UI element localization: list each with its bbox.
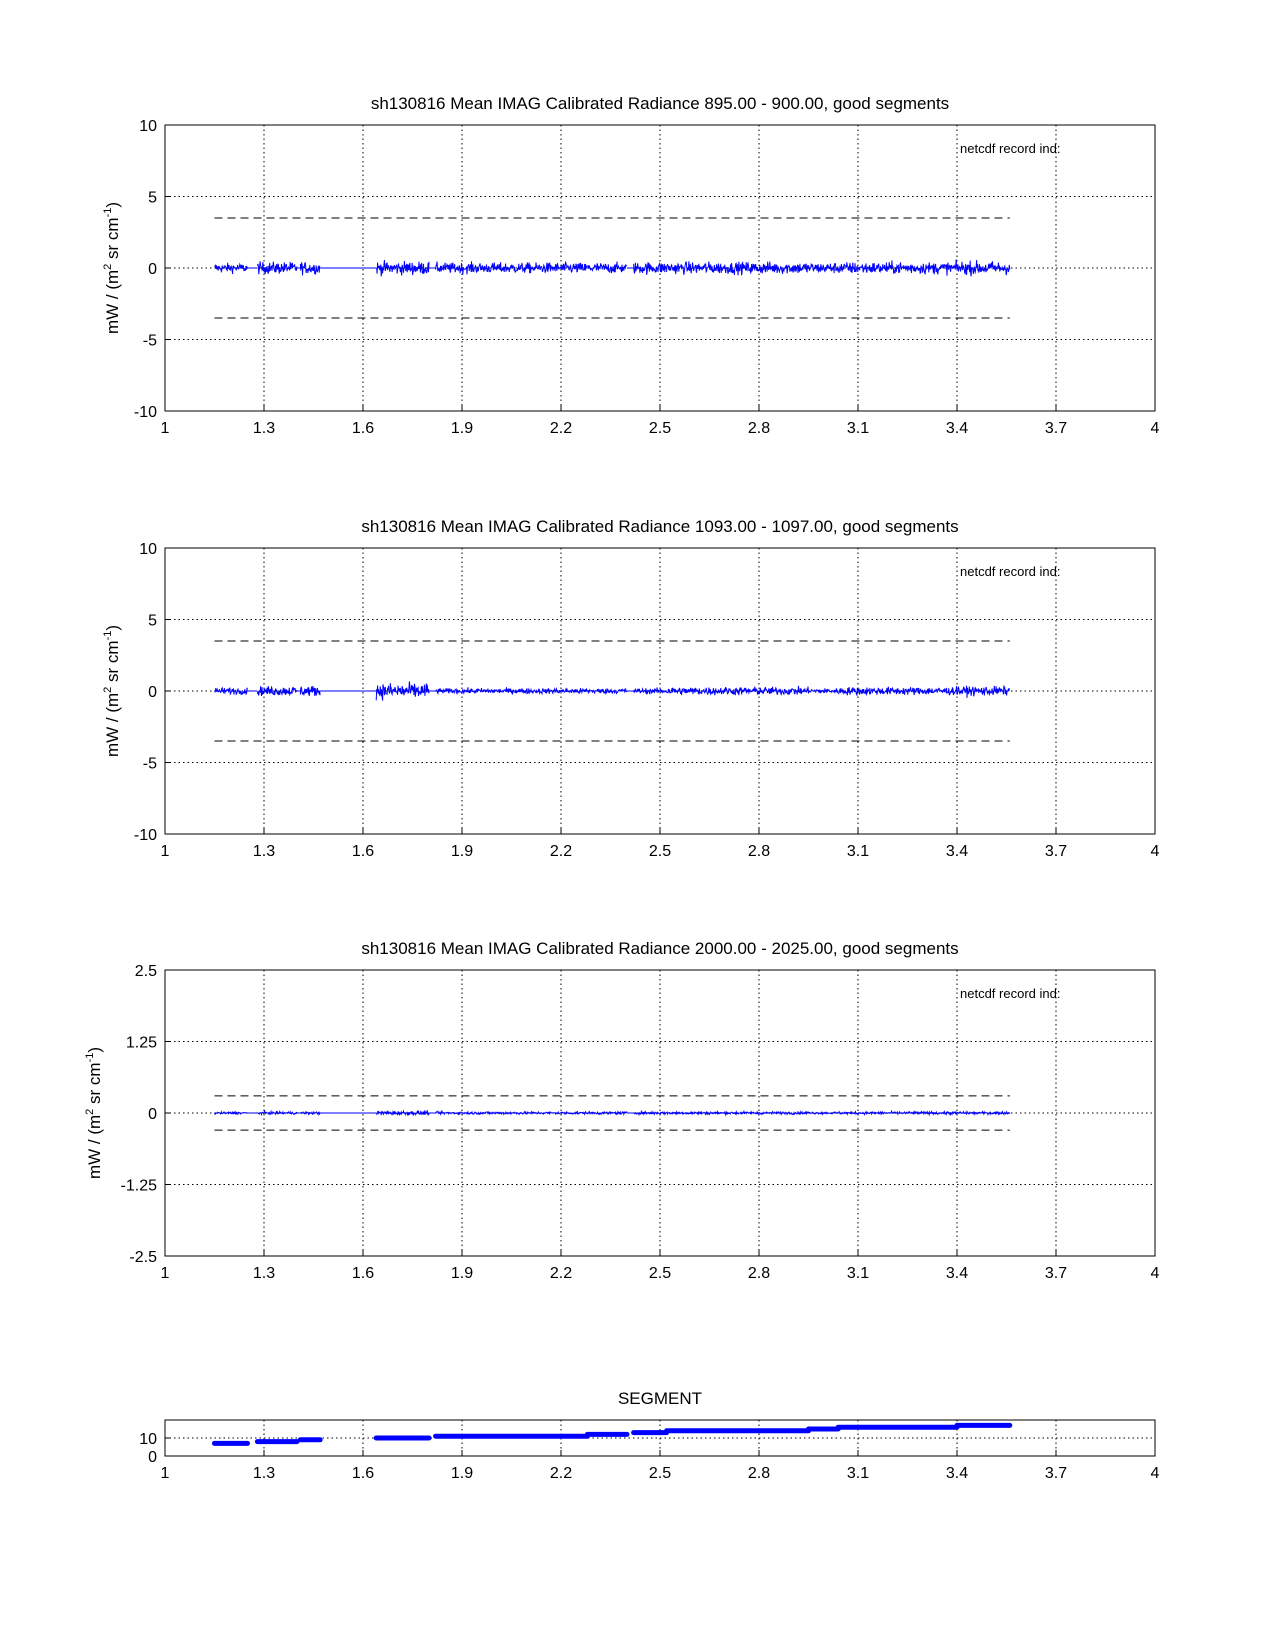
x-tick-label: 1 xyxy=(160,1265,170,1282)
x-tick-label: 4 xyxy=(1150,1465,1160,1482)
x-tick-label: 1 xyxy=(160,1465,170,1482)
x-tick-label: 3.1 xyxy=(846,843,870,860)
x-tick-label: 2.5 xyxy=(648,1465,672,1482)
chart-4 xyxy=(139,1389,1159,1482)
chart-title: SEGMENT xyxy=(617,1389,703,1408)
x-tick-label: 1.3 xyxy=(252,843,276,860)
radiance-trace xyxy=(300,263,320,276)
radiance-trace xyxy=(300,1112,320,1115)
radiance-trace xyxy=(587,1111,627,1114)
chart-title: sh130816 Mean IMAG Calibrated Radiance 1093.00 - 1097.00, good segments xyxy=(361,517,959,536)
x-tick-label: 1.9 xyxy=(450,420,474,437)
x-tick-label: 1.3 xyxy=(252,1265,276,1282)
y-tick-label: -5 xyxy=(142,332,157,350)
x-tick-label: 2.2 xyxy=(549,420,573,437)
y-tick-label: 0 xyxy=(148,261,157,278)
radiance-trace xyxy=(667,686,809,695)
y-tick-label: 0 xyxy=(148,1106,157,1123)
y-tick-label: -1.25 xyxy=(120,1177,157,1195)
radiance-trace xyxy=(634,688,667,695)
radiance-trace xyxy=(587,688,627,693)
radiance-trace xyxy=(957,260,1010,276)
x-tick-label: 1.3 xyxy=(252,420,276,437)
x-tick-label: 3.4 xyxy=(945,843,969,860)
y-tick-label: 0 xyxy=(148,1449,157,1466)
radiance-trace xyxy=(376,681,429,700)
y-axis-label: mW / ($m^2$ sr $cm^{-1}$) xyxy=(102,201,122,335)
radiance-trace xyxy=(838,260,957,276)
x-tick-label: 3.1 xyxy=(846,420,870,437)
y-tick-label: 2.5 xyxy=(134,963,157,980)
y-tick-label: 10 xyxy=(139,1431,157,1448)
x-tick-label: 4 xyxy=(1150,843,1160,860)
y-tick-label: 5 xyxy=(148,189,157,207)
x-tick-label: 2.2 xyxy=(549,1465,573,1482)
x-tick-label: 1.6 xyxy=(351,1265,375,1282)
x-tick-label: 1.9 xyxy=(450,1265,474,1282)
x-tick-label: 3.7 xyxy=(1044,843,1068,860)
x-tick-label: 3.1 xyxy=(846,1465,870,1482)
radiance-trace xyxy=(257,261,297,274)
radiance-trace xyxy=(809,1112,839,1114)
y-tick-label: 10 xyxy=(139,541,157,558)
x-tick-label: 2.2 xyxy=(549,1265,573,1282)
x-tick-label: 3.4 xyxy=(945,1465,969,1482)
y-tick-label: -10 xyxy=(133,827,157,844)
x-tick-label: 3.4 xyxy=(945,1265,969,1282)
x-tick-label: 1 xyxy=(160,420,170,437)
annotation-text: netcdf record ind: xyxy=(960,141,1061,156)
x-tick-label: 2.5 xyxy=(648,420,672,437)
y-tick-label: 10 xyxy=(139,118,157,135)
x-tick-label: 3.1 xyxy=(846,1265,870,1282)
x-tick-label: 2.8 xyxy=(747,420,771,437)
annotation-text: netcdf record ind: xyxy=(960,564,1061,579)
x-tick-label: 2.5 xyxy=(648,843,672,860)
radiance-trace xyxy=(634,262,667,275)
x-tick-label: 4 xyxy=(1150,1265,1160,1282)
radiance-trace xyxy=(957,685,1010,697)
radiance-trace xyxy=(436,1111,588,1114)
y-axis-label: mW / ($m^2$ sr $cm^{-1}$) xyxy=(84,1046,104,1180)
x-tick-label: 4 xyxy=(1150,420,1160,437)
radiance-trace xyxy=(809,688,839,693)
y-tick-label: 0 xyxy=(148,684,157,701)
y-tick-label: -2.5 xyxy=(129,1249,157,1266)
annotation-text: netcdf record ind: xyxy=(960,986,1061,1001)
y-axis-label: mW / ($m^2$ sr $cm^{-1}$) xyxy=(102,624,122,758)
x-tick-label: 2.5 xyxy=(648,1265,672,1282)
x-tick-label: 1.6 xyxy=(351,420,375,437)
x-tick-label: 1.6 xyxy=(351,843,375,860)
radiance-trace xyxy=(300,686,320,696)
radiance-trace xyxy=(587,262,627,274)
x-tick-label: 1.3 xyxy=(252,1465,276,1482)
x-tick-label: 3.4 xyxy=(945,420,969,437)
y-tick-label: -10 xyxy=(133,404,157,421)
chart-1 xyxy=(102,94,1160,437)
radiance-trace xyxy=(634,1112,667,1115)
radiance-trace xyxy=(667,261,809,275)
y-tick-label: -5 xyxy=(142,755,157,773)
x-tick-label: 2.8 xyxy=(747,843,771,860)
radiance-trace xyxy=(376,1110,429,1115)
chart-3 xyxy=(84,939,1160,1282)
x-tick-label: 2.2 xyxy=(549,843,573,860)
x-tick-label: 3.7 xyxy=(1044,420,1068,437)
y-tick-label: 5 xyxy=(148,612,157,630)
radiance-trace xyxy=(215,1112,248,1114)
x-tick-label: 2.8 xyxy=(747,1265,771,1282)
x-tick-label: 1.6 xyxy=(351,1465,375,1482)
radiance-trace xyxy=(376,260,429,276)
y-tick-label: 1.25 xyxy=(125,1034,157,1052)
radiance-trace xyxy=(957,1112,1010,1115)
radiance-trace xyxy=(215,263,248,274)
x-tick-label: 3.7 xyxy=(1044,1265,1068,1282)
x-tick-label: 1.9 xyxy=(450,843,474,860)
chart-title: sh130816 Mean IMAG Calibrated Radiance 2000.00 - 2025.00, good segments xyxy=(361,939,959,958)
x-tick-label: 2.8 xyxy=(747,1465,771,1482)
chart-2 xyxy=(102,517,1160,860)
x-tick-label: 1.9 xyxy=(450,1465,474,1482)
radiance-trace xyxy=(838,1111,957,1115)
x-tick-label: 1 xyxy=(160,843,170,860)
x-tick-label: 3.7 xyxy=(1044,1465,1068,1482)
chart-title: sh130816 Mean IMAG Calibrated Radiance 895.00 - 900.00, good segments xyxy=(370,94,950,113)
